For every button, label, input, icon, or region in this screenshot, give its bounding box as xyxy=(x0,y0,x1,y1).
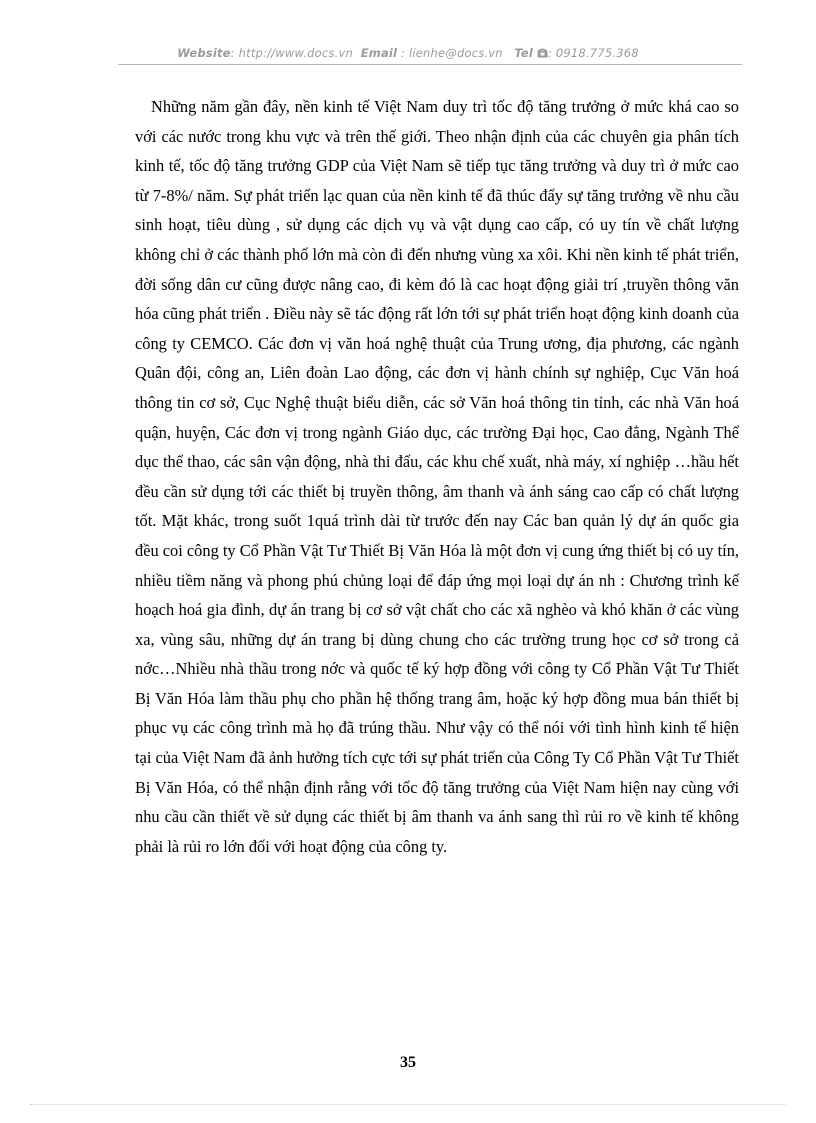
phone-icon xyxy=(537,46,548,60)
footer-divider xyxy=(30,1104,786,1105)
page-header xyxy=(60,46,756,60)
email-value: : lienhe@docs.vn xyxy=(397,46,503,60)
tel-value: : 0918.775.368 xyxy=(547,46,639,60)
header-divider xyxy=(118,64,742,65)
document-body xyxy=(135,92,739,861)
website-label: Website xyxy=(177,46,231,60)
body-paragraph: Những năm gần đây, nền kinh tế Việt Nam duy trì tốc độ tăng trưởng ở mức khá cao so với các nước trong khu vực và trên thế giới. Theo nhận định của các chuyên gia phân tích kinh tế, tốc độ tăng trưởng GDP của Việt Nam sẽ tiếp tục tăng trưởng và duy trì ở mức cao từ 7-8%/ năm. Sự phát triển lạc quan của nền kinh tế đã thúc đẩy sự tăng trưởng về nhu cầu sinh hoạt, tiêu dùng , sử dụng các dịch vụ và vật dụng cao cấp, có uy tín về chất lượng không chỉ ở các thành phố lớn mà còn đi đến nhưng vùng xa xôi. Khi nền kinh tế phát triển, đời sống dân cư cũng được nâng cao, đi kèm đó là cac hoạt động giải trí ,truyền thông văn hóa cũng phát triển . Điều này sẽ tác động rất lớn tới sự phát triển hoạt động kinh doanh của công ty CEMCO. Các đơn vị văn hoá nghệ thuật của Trung ương, địa phương, các ngành Quân đội, công an, Liên đoàn Lao động, các đơn vị hành chính sự nghiệp, Cục Văn hoá thông tin cơ sở, Cục Nghệ thuật biểu diễn, các sở Văn hoá thông tin tỉnh, các nhà Văn hoá quận, huyện, Các đơn vị trong ngành Giáo dục, các trường Đại học, Cao đẳng, Ngành Thể dục thể thao, các sân vận động, nhà thi đấu, các khu chế xuất, nhà máy, xí nghiệp …hầu hết đều cần sử dụng tới các thiết bị truyền thông, âm thanh và ánh sáng cao cấp có chất lượng tốt. Mặt khác, trong suốt 1quá trình dài từ trước đến nay Các ban quản lý dự án quốc gia đều coi công ty Cổ Phần Vật Tư Thiết Bị Văn Hóa là một đơn vị cung ứng thiết bị có uy tín, nhiều tiềm năng và phong phú chủng loại để đáp ứng mọi loại dự án nh : Chương trình kế hoạch hoá gia đình, dự án trang bị cơ sở vật chất cho các xã nghèo và khó khăn ở các vùng xa, vùng sâu, những dự án trang bị dùng chung cho các trường trung học cơ sở trong cả nớc…Nhiều nhà thầu trong nớc và quốc tế ký hợp đồng với công ty Cổ Phần Vật Tư Thiết Bị Văn Hóa làm thầu phụ cho phần hệ thống trang âm, hoặc ký hợp đồng mua bán thiết bị phục vụ các công trình mà họ đã trúng thầu. Như vậy có thể nói với tình hình kinh tế hiện tại của Việt Nam đã ảnh hưởng tích cực tới sự phát triển của Công Ty Cổ Phần Vật Tư Thiết Bị Văn Hóa, có thể nhận định rằng với tốc độ tăng trưởng của Việt Nam hiện nay cùng với nhu cầu cần thiết về sử dụng các thiết bị âm thanh va ánh sang thì rủi ro về kinh tế không phải là rủi ro lớn đối với hoạt động của công ty. xyxy=(135,97,739,856)
page-number: 35 xyxy=(400,1054,416,1071)
tel-label: Tel xyxy=(514,46,534,60)
website-value: : http://www.docs.vn xyxy=(230,46,353,60)
email-label: Email xyxy=(360,46,398,60)
